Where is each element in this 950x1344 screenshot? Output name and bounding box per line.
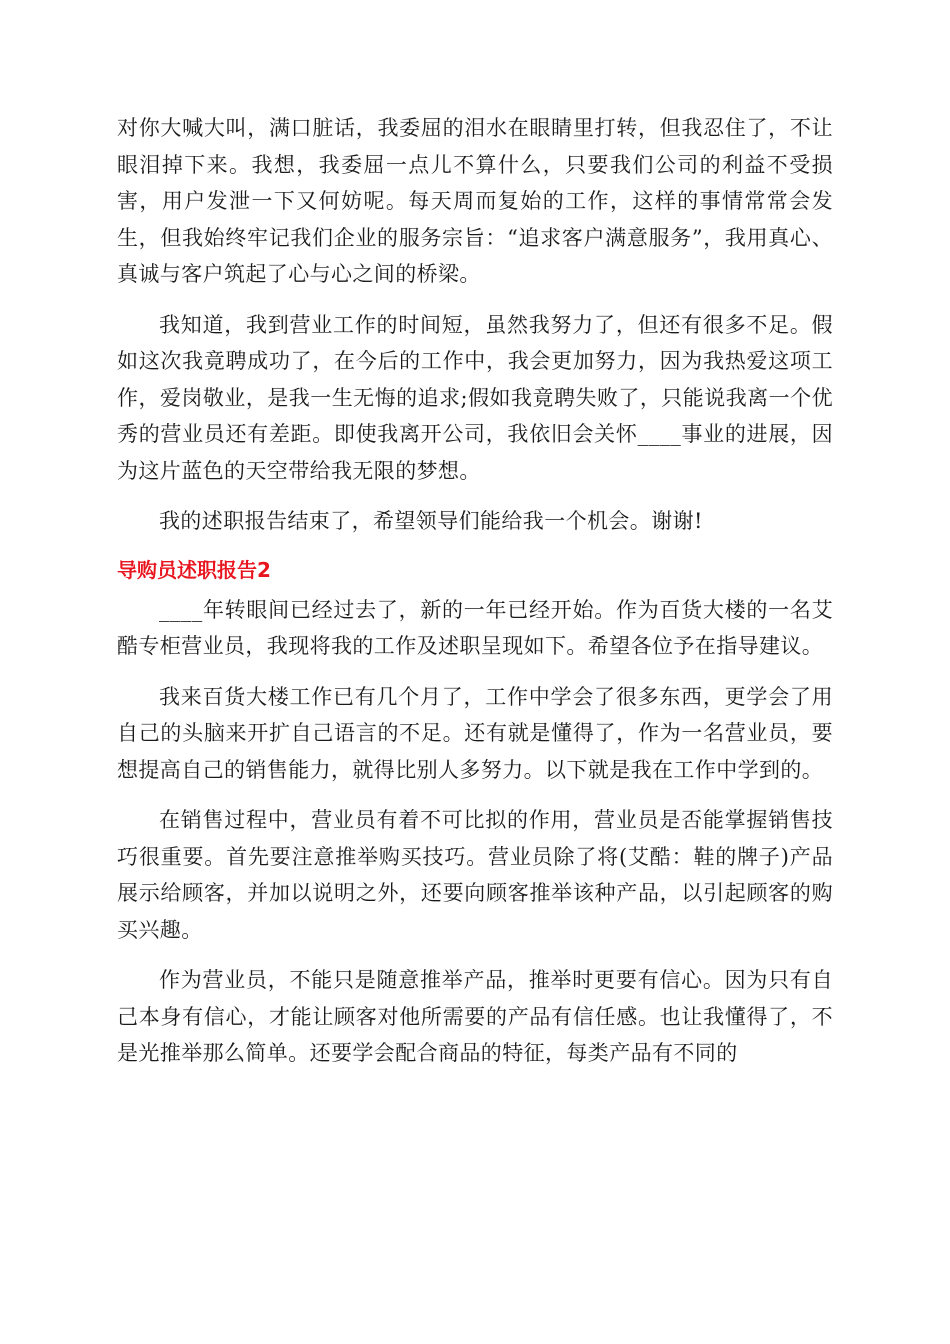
paragraph-intro: ____年转眼间已经过去了，新的一年已经开始。作为百货大楼的一名艾酷专柜营业员，我现将我的工作及述职呈现如下。希望各位予在指导建议。 — [117, 597, 833, 658]
paragraph-closing: 我的述职报告结束了，希望领导们能给我一个机会。谢谢! — [159, 509, 703, 533]
section-heading: 导购员述职报告2 — [117, 557, 271, 582]
paragraph-confidence: 作为营业员，不能只是随意推举产品，推举时更要有信心。因为只有自己本身有信心，才能让顾客对他所需要的产品有信任感。也让我懂得了，不是光推举那么简单。还要学会配合商品的特征，每类产品有不同的 — [117, 968, 833, 1065]
paragraph-sales-skills: 在销售过程中，营业员有着不可比拟的作用，营业员是否能掌握销售技巧很重要。首先要注意推举购买技巧。营业员除了将(艾酷：鞋的牌子)产品展示给顾客，并加以说明之外，还要向顾客推举该种产品，以引起顾客的购买兴趣。 — [117, 808, 833, 942]
document-page — [117, 110, 833, 1072]
paragraph-learning: 我来百货大楼工作已有几个月了，工作中学会了很多东西，更学会了用自己的头脑来开扩自己语言的不足。还有就是懂得了，作为一名营业员，要想提高自己的销售能力，就得比别人多努力。以下就是我在工作中学到的。 — [117, 684, 833, 782]
paragraph-continuation: 对你大喊大叫，满口脏话，我委屈的泪水在眼睛里打转，但我忍住了，不让眼泪掉下来。我想，我委屈一点儿不算什么，只要我们公司的利益不受损害，用户发泄一下又何妨呢。每天周而复始的工作，这样的事情常常会发生，但我始终牢记我们企业的服务宗旨：“追求客户满意服务”，我用真心、真诚与客户筑起了心与心之间的桥梁。 — [117, 116, 833, 286]
paragraph-self-assessment: 我知道，我到营业工作的时间短，虽然我努力了，但还有很多不足。假如这次我竟聘成功了，在今后的工作中，我会更加努力，因为我热爱这项工作，爱岗敬业，是我一生无悔的追求;假如我竟聘失败了，只能说我离一个优秀的营业员还有差距。即使我离开公司，我依旧会关怀____事业的进展，因为这片蓝色的天空带给我无限的梦想。 — [117, 312, 833, 483]
